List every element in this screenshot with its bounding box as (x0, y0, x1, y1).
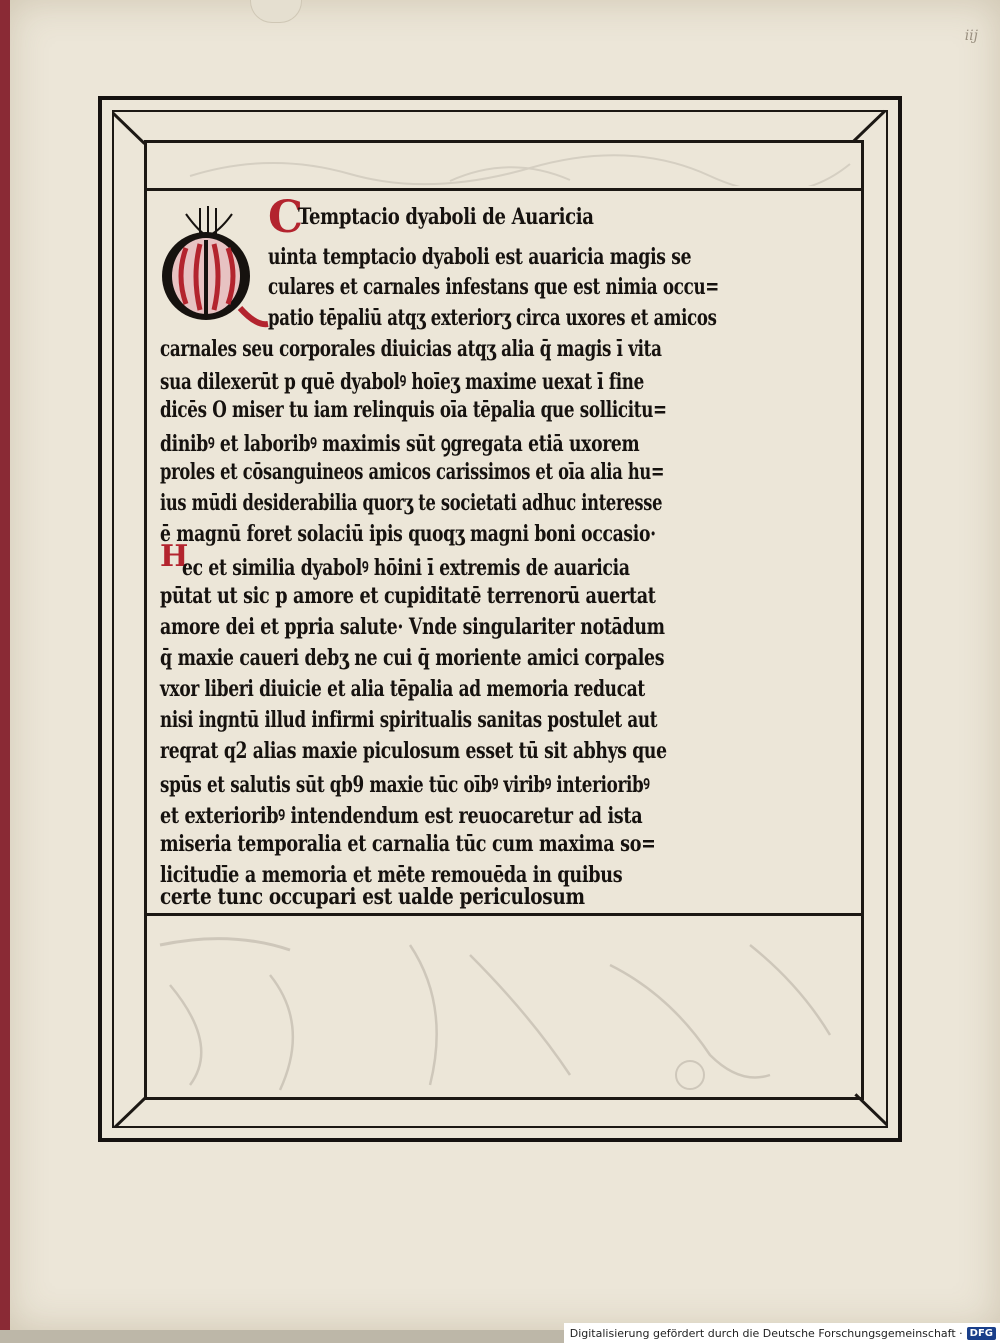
rubric-initial-c: C (268, 192, 304, 243)
chapter-heading: Temptacio dyaboli de Auaricia (298, 204, 594, 230)
folio-number: iij (964, 28, 978, 44)
text-line: patio tēpaliū atqʒ exteriorʒ circa uxores et amicos (268, 305, 717, 331)
dfg-logo: DFG (967, 1327, 996, 1340)
text-line: pūtat ut sic p amore et cupiditatē terrenorū auertat (160, 583, 656, 609)
text-line: amore dei et ppria salute· Vnde singulariter notādum (160, 614, 665, 640)
rubric-initial-h: H (160, 539, 189, 574)
text-line: sua dilexerūt p quē dyabolꝰ hoīeʒ maxime uexat ī fine (160, 369, 644, 395)
digitization-footer (564, 1323, 1000, 1343)
text-line: certe tunc occupari est ualde periculosum (160, 884, 585, 910)
text-line: ius mūdi desiderabilia quorʒ te societati adhuc interesse (160, 490, 663, 516)
text-bottom-rule (147, 913, 861, 916)
text-line: reqrat q2 alias maxie piculosum esset tū sit abhys que (160, 738, 667, 764)
text-line: ē magnū foret solaciū ipis quoqʒ magni boni occasio· (160, 521, 656, 547)
text-line: proles et cōsanguineos amicos carissimos et oīa alia hu= (160, 459, 665, 485)
text-line: spūs et salutis sūt qb9 maxie tūc oībꝰ viribꝰ interioribꝰ (160, 772, 650, 798)
text-line: licitudīe a memoria et mēte remouēda in quibus (160, 862, 623, 888)
footer-text: Digitalisierung gefördert durch die Deutsche Forschungsgemeinschaft · (569, 1326, 963, 1340)
text-top-rule (147, 188, 861, 191)
text-line: carnales seu corporales diuicias atqʒ alia q̄ magis ī vita (160, 336, 662, 362)
text-line: vxor liberi diuicie et alia tēpalia ad memoria reducat (160, 676, 645, 702)
show-through-illustration (150, 925, 860, 1095)
decorated-initial-q (156, 204, 270, 332)
text-line: ec et similia dyabolꝰ hōini ī extremis de auaricia (182, 555, 630, 581)
text-line: et exterioribꝰ intendendum est reuocaretur ad ista (160, 803, 643, 829)
text-line: dinibꝰ et laboribꝰ maximis sūt ꝯgregata etiā uxorem (160, 431, 640, 457)
text-line: nisi ingntū illud infirmi spiritualis sanitas postulet aut (160, 707, 658, 733)
show-through-illustration-top (150, 146, 860, 186)
text-line: dicēs O miser tu iam relinquis oīa tēpalia que sollicitu= (160, 397, 667, 423)
text-line: miseria temporalia et carnalia tūc cum maxima so= (160, 831, 656, 857)
text-line: uinta temptacio dyaboli est auaricia magis se (268, 244, 692, 270)
text-line: culares et carnales infestans que est nimia occu= (268, 274, 720, 300)
text-line: q̄ maxie caueri debʒ ne cui q̄ moriente amici corpales (160, 645, 665, 671)
binding-edge (0, 0, 10, 1330)
